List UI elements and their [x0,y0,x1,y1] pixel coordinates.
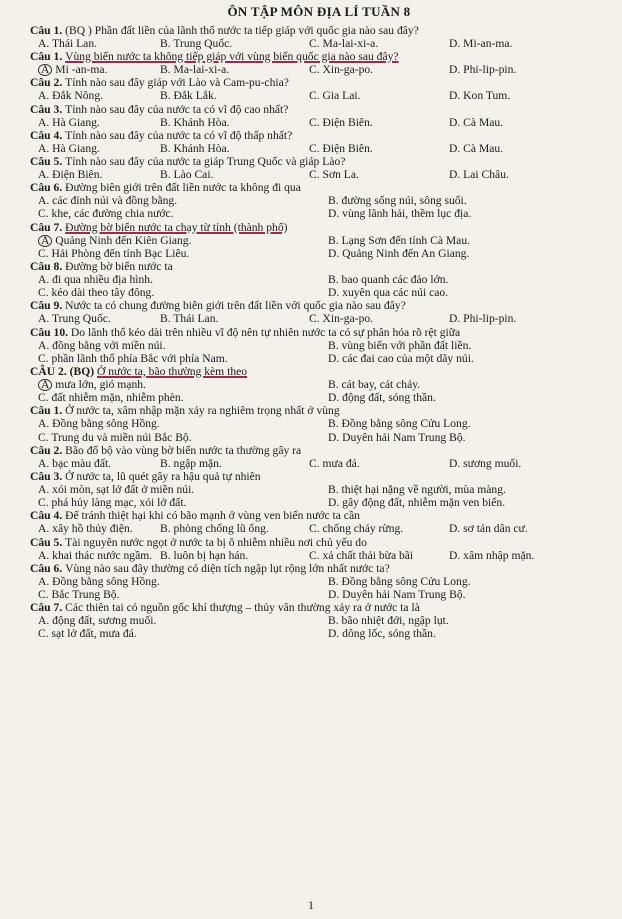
answer-options [38,63,608,76]
answer-option[interactable]: C. Sơn La. [309,168,359,182]
answer-option[interactable]: D. Mi-an-ma. [449,37,513,50]
question-q1a [30,24,608,50]
question-number: Câu 5. [30,535,66,549]
question-number: Câu 7. [30,220,66,234]
question-text [30,103,608,116]
question-text [30,601,608,614]
answer-option[interactable]: D. dông lốc, sóng thần. [328,627,436,641]
answer-option[interactable]: D. động đất, sóng thần. [328,391,436,405]
question-q1b [30,50,608,76]
answer-option[interactable]: B. bão nhiệt đới, ngập lụt. [328,614,449,628]
question-text [30,221,608,234]
question-text [30,155,608,168]
question-prompt: Do lãnh thổ kéo dài trên nhiều vĩ độ nên tự nhiên nước ta có sự phân hóa rõ rệt giữa [70,325,461,339]
answer-option[interactable]: C. Ma-lai-xi-a. [309,37,379,50]
question-number: Câu 8. [30,260,66,274]
question-list [30,24,608,641]
answer-option[interactable]: A. Hà Giang. [38,141,100,155]
question-prompt: Tỉnh nào sau đây của nước ta có vĩ độ cao nhất? [65,102,289,116]
question-q2a [30,76,608,102]
answer-option[interactable]: C. Xin-ga-po. [309,312,374,326]
answer-option[interactable]: C. Hải Phòng đến tỉnh Bạc Liêu. [38,246,190,260]
answer-option[interactable]: A. bạc màu đất. [38,456,112,470]
question-prompt: Đường biên giới trên đất liền nước ta không đi qua [65,181,301,195]
question-number: Câu 10. [30,325,71,339]
question-number: Câu 7. [30,601,66,615]
question-text [30,76,608,89]
page-number: 1 [308,898,314,912]
answer-option[interactable]: A Mi -an-ma. [38,63,160,76]
answer-option[interactable]: A. xây hồ thủy điện. [38,522,133,536]
question-prompt: Đường bờ biển nước ta chạy từ tỉnh (thành phố) [65,220,288,234]
answer-options [38,339,608,365]
question-text [30,470,608,483]
question-number: Câu 6. [30,181,66,195]
answer-option[interactable]: B. Khánh Hòa. [160,115,230,129]
question-number: Câu 1. [30,24,66,37]
answer-option[interactable]: B. Khánh Hòa. [160,141,230,155]
answer-option[interactable]: B. bao quanh các đảo lớn. [328,273,449,287]
answer-option[interactable]: D. sơ tán dân cư. [449,522,528,536]
answer-options [38,417,608,443]
question-text [30,509,608,522]
answer-option[interactable]: D. Cà Mau. [449,141,504,155]
question-prompt: Nước ta có chung đường biên giới trên đất liền với quốc gia nào sau đây? [65,299,406,313]
answer-option[interactable]: B. Đồng bằng sông Cửu Long. [328,417,471,431]
answer-option[interactable]: A. Đồng bằng sông Hồng. [38,574,160,588]
answer-option[interactable]: B. cát bay, cát chảy. [328,378,421,392]
question-text [30,24,608,37]
answer-option[interactable]: B. luôn bị hạn hán. [160,548,249,562]
answer-options [38,378,608,404]
question-text [30,536,608,549]
answer-options [38,549,608,562]
answer-options [38,483,608,509]
answer-option[interactable]: A. Điện Biên. [38,168,103,182]
question-prompt: Bão đổ bộ vào vùng bờ biển nước ta thường gây ra [65,443,302,457]
answer-option[interactable]: B. Đồng bằng sông Cửu Long. [328,574,471,588]
question-prompt: Ở nước ta, lũ quét gây ra hậu quả tự nhiên [65,470,261,484]
question-q2_1 [30,365,608,404]
question-number: Câu 1. [30,404,66,418]
answer-option[interactable]: A. Hà Giang. [38,115,100,129]
question-q2_c3 [30,470,608,509]
question-prompt: Để tránh thiệt hại khi có bão mạnh ở vùng ven biển nước ta cần [65,509,360,523]
answer-option[interactable]: D. Duyên hải Nam Trung Bộ. [328,430,466,444]
page-title: ÔN TẬP MÔN ĐỊA LÍ TUẦN 8 [227,4,411,19]
answer-options [38,273,608,299]
answer-option[interactable]: A. đi qua nhiều địa hình. [38,273,153,287]
answer-option[interactable]: D. các đai cao của một dãy núi. [328,351,474,365]
question-q10a [30,326,608,365]
answer-option[interactable]: C. Gia Lai. [309,89,361,103]
question-number: Câu 2. [30,76,66,90]
answer-option[interactable]: C. Điện Biên. [309,141,373,155]
answer-option[interactable]: D. Kon Tum. [449,89,511,103]
question-text [30,129,608,142]
question-number: Câu 4. [30,128,66,142]
answer-option[interactable]: B. Đắk Lắk. [160,89,217,103]
answer-option[interactable]: C. phá hủy làng mạc, xói lở đất. [38,496,187,510]
question-text [30,365,608,378]
question-prompt: (BQ ) Phần đất liền của lãnh thổ nước ta tiếp giáp với quốc gia nào sau đây? [65,24,419,37]
answer-options [38,457,608,470]
answer-options [38,234,608,260]
answer-option[interactable]: D. gây động đất, nhiễm mặn ven biển. [328,496,506,510]
question-q3a [30,103,608,129]
answer-option[interactable]: A. Đồng bằng sông Hồng. [38,417,160,431]
question-prompt: Đường bờ biển nước ta [65,260,173,274]
question-q4a [30,129,608,155]
answer-option[interactable]: B. Lạng Sơn đến tỉnh Cà Mau. [328,233,471,247]
answer-options [38,168,608,181]
answer-option[interactable]: C. đất nhiễm mặn, nhiễm phèn. [38,391,184,405]
answer-option[interactable]: B. vùng biển với phần đất liền. [328,338,472,352]
question-text [30,260,608,273]
question-q2_c2 [30,444,608,470]
answer-option[interactable]: A mưa lớn, gió mạnh. [38,378,328,391]
answer-option[interactable]: A. các đỉnh núi và đồng bằng. [38,194,178,208]
question-text [30,444,608,457]
question-text [30,404,608,417]
answer-option[interactable]: D. xuyên qua các núi cao. [328,286,449,300]
answer-option[interactable]: D. vùng lãnh hải, thềm lục địa. [328,207,472,221]
question-number: Câu 9. [30,299,66,313]
question-number: CÂU 2. (BQ) [30,365,97,379]
answer-option[interactable]: A Quảng Ninh đến Kiên Giang. [38,234,328,247]
answer-option[interactable]: A. Thái Lan. [38,37,98,50]
answer-options [38,575,608,601]
answer-option[interactable]: D. Phi-lip-pin. [449,312,517,326]
question-q5a [30,155,608,181]
circled-answer-mark: A [38,235,52,247]
answer-option[interactable]: C. Trung du và miền núi Bắc Bộ. [38,430,192,444]
answer-options [38,194,608,220]
answer-options [38,312,608,325]
question-prompt: Ở nước ta, xâm nhập mặn xảy ra nghiêm trọng nhất ở vùng [65,404,340,418]
question-text [30,562,608,575]
answer-option[interactable]: C. chống cháy rừng. [309,522,404,536]
question-q2_c7 [30,601,608,640]
answer-options [38,37,608,50]
answer-option[interactable]: A. Trung Quốc. [38,312,111,326]
question-q2_c5 [30,536,608,562]
answer-option[interactable]: B. Thái Lan. [160,312,219,326]
answer-option[interactable]: A. Đắk Nông. [38,89,104,103]
question-number: Câu 6. [30,561,66,575]
question-number: Câu 3. [30,102,66,116]
answer-option[interactable]: A. khai thác nước ngầm. [38,548,153,562]
question-q6a [30,181,608,220]
question-q2_c1 [30,404,608,443]
question-number: Câu 3. [30,470,66,484]
circled-answer-mark: A [38,64,52,76]
answer-option[interactable]: B. đường sống núi, sông suối. [328,194,467,208]
answer-options [38,142,608,155]
answer-option[interactable]: D. sương muối. [449,456,522,470]
answer-option[interactable]: D. Cà Mau. [449,115,504,129]
answer-option[interactable]: A. xói mòn, sạt lở đất ở miền núi. [38,483,195,497]
question-q2_c6 [30,562,608,601]
answer-option[interactable]: D. Quảng Ninh đến An Giang. [328,246,470,260]
answer-option[interactable]: B. Lào Cai. [160,168,214,182]
answer-option[interactable]: A. động đất, sương muối. [38,614,157,628]
answer-option[interactable]: C. khe, các đường chia nước. [38,207,174,221]
question-number: Câu 1. [30,50,66,64]
answer-option[interactable]: B. thiệt hại nặng về người, mùa màng. [328,483,506,497]
answer-option[interactable]: B. Ma-lai-xi-a. [160,63,230,77]
answer-option[interactable]: C. sạt lở đất, mưa đá. [38,627,137,641]
question-prompt: Các thiên tai có nguồn gốc khí thượng – thủy văn thường xảy ra ở nước ta là [65,601,420,615]
answer-option[interactable]: C. kéo dài theo tây đông. [38,286,155,300]
answer-options [38,614,608,640]
circled-answer-mark: A [38,379,52,391]
answer-option[interactable]: D. xâm nhập mặn. [449,548,535,562]
answer-option[interactable]: D. Duyên hải Nam Trung Bộ. [328,588,466,602]
question-q8a [30,260,608,299]
answer-option[interactable]: D. Lai Châu. [449,168,509,182]
question-q9a [30,299,608,325]
question-prompt: Tỉnh nào sau đây của nước ta có vĩ độ thấp nhất? [65,128,293,142]
question-prompt: Tỉnh nào sau đây giáp với Lào và Cam-pu-chia? [65,76,289,90]
answer-option[interactable]: C. Xin-ga-po. [309,63,374,77]
question-number: Câu 4. [30,509,66,523]
question-prompt: Vùng nào sau đây thường có diện tích ngập lụt rộng lớn nhất nước ta? [65,561,390,575]
answer-option[interactable]: C. mưa đá. [309,456,360,470]
question-q2_c4 [30,509,608,535]
answer-option[interactable]: B. phòng chống lũ ống. [160,522,269,536]
answer-option[interactable]: B. ngập mặn. [160,456,222,470]
answer-option[interactable]: C. Bắc Trung Bộ. [38,588,120,602]
question-q7a [30,221,608,260]
question-text [30,50,608,63]
question-number: Câu 5. [30,155,66,169]
question-prompt: Ở nước ta, bão thường kèm theo [96,365,248,379]
question-number: Câu 2. [30,443,66,457]
question-text [30,299,608,312]
answer-option[interactable]: D. Phi-lip-pin. [449,63,517,77]
question-prompt: Tài nguyên nước ngọt ở nước ta bị ô nhiễm nhiều nơi chủ yếu do [65,535,367,549]
answer-options [38,522,608,535]
question-prompt: Vùng biển nước ta không tiếp giáp với vùng biển quốc gia nào sau đây? [65,50,399,64]
question-text [30,326,608,339]
question-prompt: Tỉnh nào sau đây của nước ta giáp Trung Quốc và giáp Lào? [65,155,346,169]
question-text [30,181,608,194]
answer-options [38,89,608,102]
answer-option[interactable]: B. Trung Quốc. [160,37,233,50]
answer-option[interactable]: A. đồng bằng với miền núi. [38,338,166,352]
answer-options [38,116,608,129]
answer-option[interactable]: C. Điện Biên. [309,115,373,129]
answer-option[interactable]: C. phần lãnh thổ phía Bắc với phía Nam. [38,351,228,365]
answer-option[interactable]: C. xả chất thải bừa bãi [309,548,414,562]
